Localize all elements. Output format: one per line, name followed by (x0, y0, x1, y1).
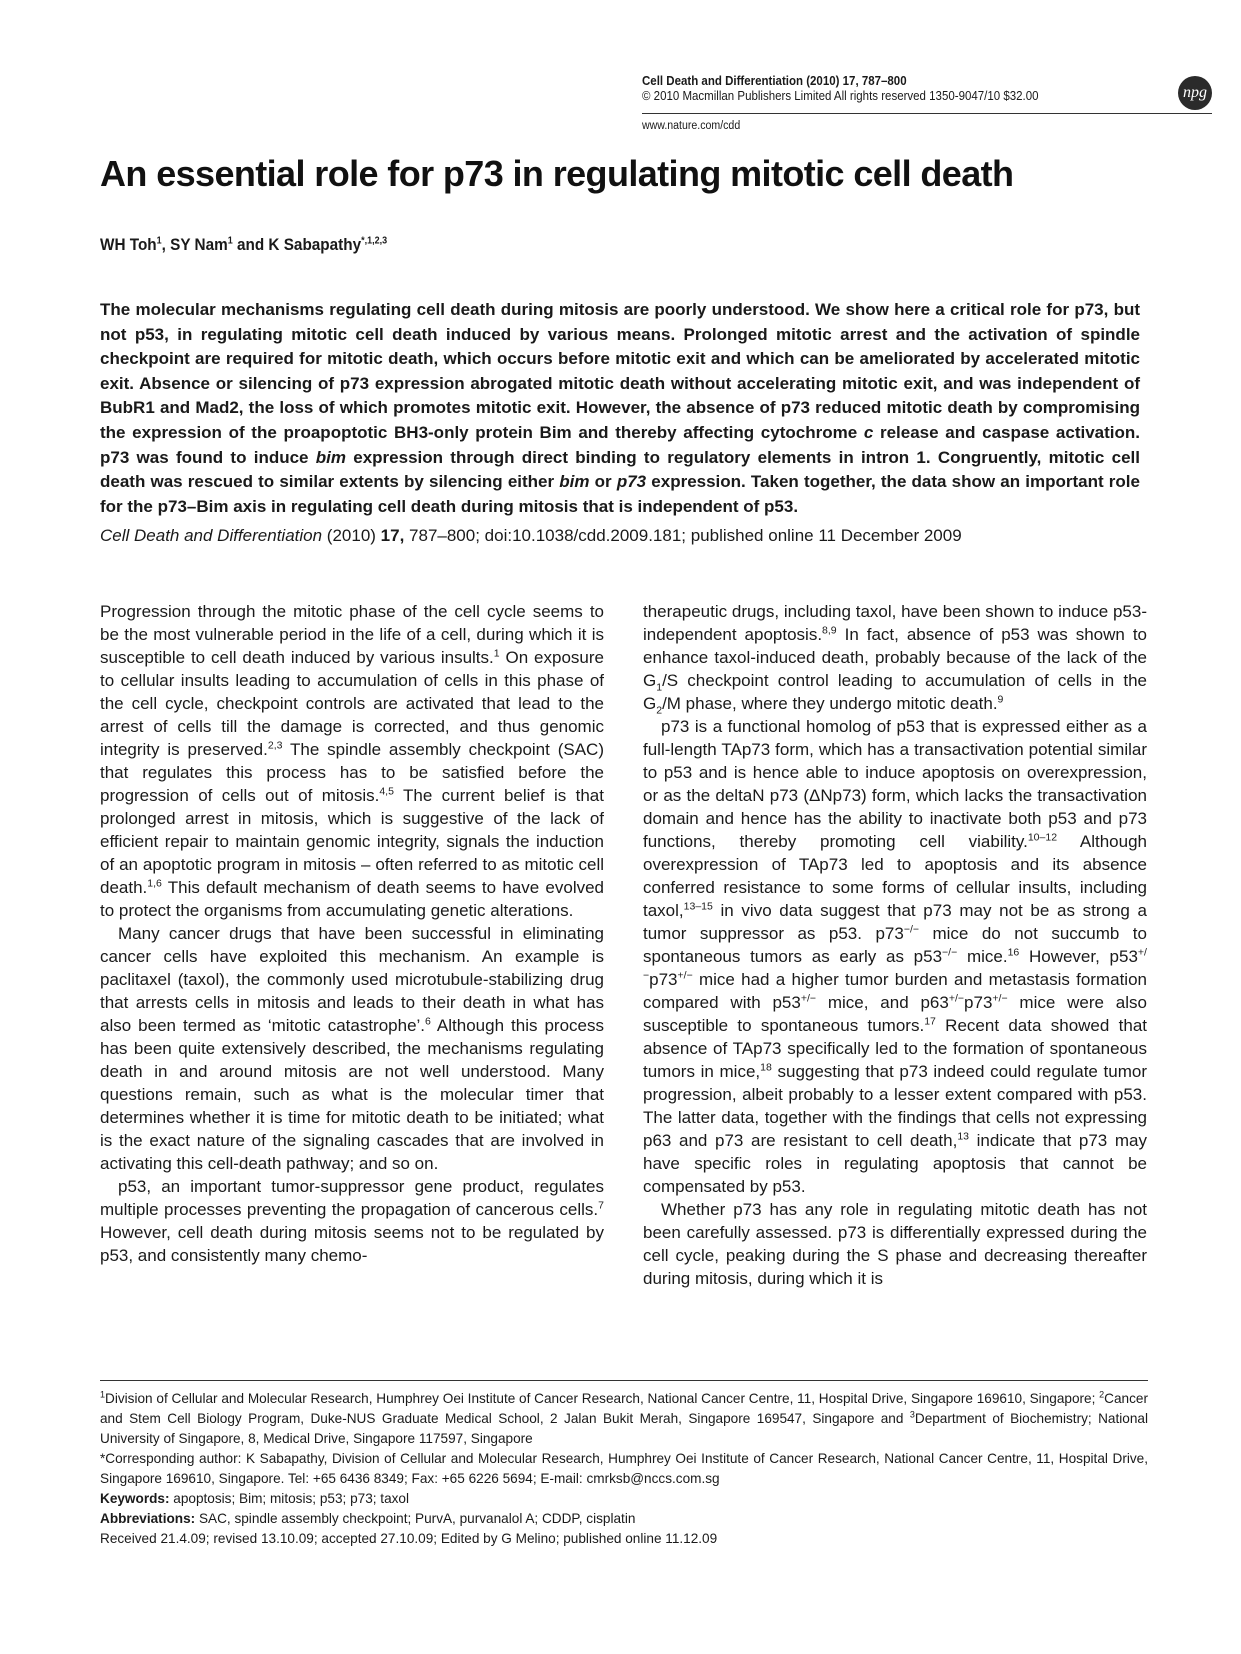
journal-header (642, 74, 1039, 104)
body-column-right (643, 600, 1147, 1290)
journal-name: Cell Death and Differentiation (2010) 17, 787–800 (642, 74, 907, 88)
body-paragraph: Progression through the mitotic phase of the cell cycle seems to be the most vulnerable period in the life of a cell, during which it is susceptible to cell death induced by various insults.$^1$ On exposure to cellular insults leading to accumulation of cells in this phase of the cell cycle, checkpoint controls are activated that lead to the arrest of cells till the damage is corrected, and thus genomic integrity is preserved.$^{2,3}$ The spindle assembly checkpoint (SAC) that regulates this process has to be satisfied before the progression of cells out of mitosis.$^{4,5}$ The current belief is that prolonged arrest in mitosis, which is suggestive of the lack of efficient repair to maintain genomic integrity, signals the induction of an apoptotic program in mitosis – often referred to as mitotic cell death.$^{1,6}$ This default mechanism of death seems to have evolved to protect the organisms from accumulating genetic alterations. (100, 602, 604, 920)
npg-logo: npg (1178, 76, 1212, 110)
body-paragraph: Whether p73 has any role in regulating mitotic death has not been carefully assessed. p73 is differentially expressed during the cell cycle, peaking during the S phase and decreasing thereafter during mitosis, during which it is (643, 1200, 1147, 1288)
keywords: Keywords: apoptosis; Bim; mitosis; p53; p73; taxol (100, 1491, 410, 1506)
body-paragraph: p53, an important tumor-suppressor gene product, regulates multiple processes preventing the propagation of cancerous cells.$^7$ However, cell death during mitosis seems not to be regulated by p53, and consistently many chemo- (100, 1177, 604, 1265)
body-paragraph: Many cancer drugs that have been successful in eliminating cancer cells have exploited this mechanism. An example is paclitaxel (taxol), the commonly used microtubule-stabilizing drug that arrests cells in mitosis and leads to their death in what has also been termed as ‘mitotic catastrophe’.$^6$ Although this process has been quite extensively described, the mechanisms regulating death in and around mitosis are not well understood. Many questions remain, such as what is the molecular timer that determines whether it is time for mitotic death to be initiated; what is the exact nature of the signaling cascades that are involved in activating this cell-death pathway; and so on. (100, 924, 604, 1173)
journal-url-link[interactable]: www.nature.com/cdd (642, 120, 741, 132)
article-title: An essential role for p73 in regulating mitotic cell death (100, 153, 1014, 194)
author-affiliation-mark: *,1,2,3 (361, 235, 388, 247)
body-paragraph: therapeutic drugs, including taxol, have been shown to induce p53-independent apoptosis.$^{8,9}$ In fact, absence of p53 was shown to enhance taxol-induced death, probably because of the lack of the $G_1/S$ checkpoint control leading to accumulation of cells in the $G_2/M$ phase, where they undergo mitotic death.$^9$ (643, 602, 1147, 717)
citation-line: Cell Death and Differentiation (2010) 17, 787–800; doi:10.1038/cdd.2009.181; published online 11 December 2009 (100, 526, 962, 545)
author-list: WH Toh$^1$, SY Nam$^1$ and K Sabapathy$^{*,1,2,3}$ (100, 235, 388, 254)
author-affiliation-mark: 1 (156, 235, 162, 247)
header-rule (642, 113, 1212, 114)
footnote-rule (100, 1380, 1148, 1381)
footnotes (100, 1389, 1148, 1549)
body-paragraph: p73 is a functional homolog of p53 that is expressed either as a full-length TAp73 form, which has a transactivation potential similar to p53 and is hence able to induce apoptosis on overexpression, or as the deltaN p73 (ΔNp73) form, which lacks the transactivation domain and hence has the ability to inactivate both p53 and p73 functions, thereby promoting cell viability.$^{10-12}$ Although overexpression of TAp73 led to apoptosis and its absence conferred resistance to some forms of cellular insults, including taxol,$^{13-15}$ in vivo data suggest that p73 may not be as strong a tumor suppressor as p53. p73−/− mice do not succumb to spontaneous tumors as early as p53−/− mice.$^{16}$ However, p53+/−p73+/− mice had a higher tumor burden and metastasis formation compared with p53+/− mice, and p63+/−p73+/− mice were also susceptible to spontaneous tumors.$^{17}$ Recent data showed that absence of TAp73 specifically led to the formation of spontaneous tumors in mice,$^{18}$ suggesting that p73 indeed could regulate tumor progression, albeit probably to a lesser extent compared with p53. The latter data, together with the findings that cells not expressing p63 and p73 are resistant to cell death,$^{13}$ indicate that p73 may have specific roles in regulating apoptosis that cannot be compensated by p53. (643, 717, 1148, 1196)
copyright-line: © 2010 Macmillan Publishers Limited All rights reserved 1350-9047/10 $32.00 (642, 89, 1039, 103)
abstract: The molecular mechanisms regulating cell death during mitosis are poorly understood. We show here a critical role for p73, but not p53, in regulating mitotic cell death induced by various means. Prolonged mitotic arrest and the activation of spindle checkpoint are required for mitotic death, which occurs before mitotic exit and which can be ameliorated by accelerated mitotic exit. Absence or silencing of p73 expression abrogated mitotic death without accelerating mitotic exit, and was independent of BubR1 and Mad2, the loss of which promotes mitotic exit. However, the absence of p73 reduced mitotic death by compromising the expression of the proapoptotic BH3-only protein Bim and thereby affecting cytochrome c release and caspase activation. p73 was found to induce bim expression through direct binding to regulatory elements in intron 1. Congruently, mitotic cell death was rescued to similar extents by silencing either bim or p73 expression. Taken together, the data show an important role for the p73–Bim axis in regulating cell death during mitosis that is independent of p53. (100, 300, 1140, 516)
author-name: SY Nam (170, 235, 228, 254)
corresponding-author: *Corresponding author: K Sabapathy, Division of Cellular and Molecular Research, Humphrey Oei Institute of Cancer Research, National Cancer Centre, 11, Hospital Drive, Singapore 169610, Singapore. Tel: +65 6436 8349; Fax: +65 6226 5694; E-mail: cmrksb@nccs.com.sg (100, 1451, 1148, 1486)
author-name: WH Toh (100, 235, 157, 254)
body-column-left (100, 600, 604, 1267)
author-affiliation-mark: 1 (227, 235, 233, 247)
affiliations: $^1$Division of Cellular and Molecular Research, Humphrey Oei Institute of Cancer Research, National Cancer Centre, 11, Hospital Drive, Singapore 169610, Singapore; $^2$Cancer and Stem Cell Biology Program, Duke-NUS Graduate Medical School, 2 Jalan Bukit Merah, Singapore 169547, Singapore and $^3$Department of Biochemistry; National University of Singapore, 8, Medical Drive, Singapore 117597, Singapore (100, 1389, 1148, 1446)
abbreviations: Abbreviations: SAC, spindle assembly checkpoint; PurvA, purvanalol A; CDDP, cisplatin (100, 1511, 636, 1526)
received-dates: Received 21.4.09; revised 13.10.09; accepted 27.10.09; Edited by G Melino; published online 11.12.09 (100, 1531, 718, 1546)
author-name: K Sabapathy (268, 235, 362, 254)
